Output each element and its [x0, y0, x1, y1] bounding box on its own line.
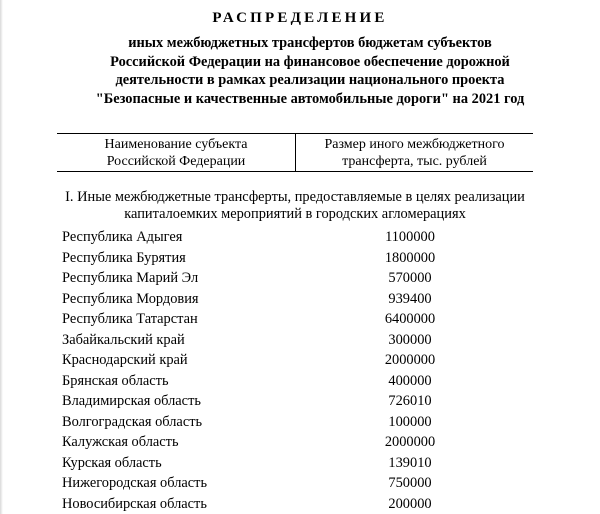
transfer-amount: 939400: [388, 290, 432, 307]
subject-name: Республика Мордовия: [62, 290, 199, 307]
subject-name: Республика Адыгея: [62, 229, 183, 245]
transfer-amount: 139010: [388, 454, 432, 471]
transfer-amount: 2000000: [384, 434, 436, 450]
table-row: [0, 268, 600, 289]
subject-name: Республика Марий Эл: [62, 270, 199, 286]
section-heading-line: капиталоемких мероприятий в городских агломерациях: [124, 206, 466, 222]
table-row: [0, 350, 600, 371]
transfer-amount: 750000: [388, 475, 432, 491]
column-header-line: Наименование субъекта: [104, 137, 248, 152]
section-heading: [57, 189, 533, 223]
table-row: [0, 494, 600, 514]
transfer-amount: 300000: [388, 331, 432, 348]
subtitle-line: "Безопасные и качественные автомобильные дороги" на 2021 год: [95, 90, 525, 107]
subtitle-line: Российской Федерации на финансовое обеспечение дорожной: [110, 53, 510, 70]
transfer-amount: 400000: [388, 372, 432, 389]
document-title: РАСПРЕДЕЛЕНИЕ: [212, 10, 388, 26]
transfer-amount: 1100000: [385, 229, 435, 245]
table-row: [0, 330, 600, 351]
column-header-transfer-size: [296, 137, 533, 170]
transfer-amount: 200000: [388, 495, 432, 512]
table-row: [0, 412, 600, 433]
table-row: [0, 391, 600, 412]
subject-name: Нижегородская область: [62, 475, 208, 491]
column-header-line: трансферта, тыс. рублей: [342, 153, 487, 169]
section-heading-line: I. Иные межбюджетные трансферты, предоставляемые в целях реализации: [65, 189, 525, 205]
subject-name: Владимирская область: [62, 393, 201, 409]
table-row: [0, 289, 600, 310]
transfer-amount: 726010: [388, 393, 432, 409]
subject-name: Республика Татарстан: [62, 311, 198, 327]
table-row: [0, 453, 600, 474]
transfer-amount: 100000: [388, 413, 432, 430]
subject-name: Волгоградская область: [62, 413, 203, 430]
table-row: [0, 432, 600, 453]
column-header-line: Размер иного межбюджетного: [324, 137, 505, 152]
subtitle-line: деятельности в рамках реализации национального проекта: [115, 72, 505, 88]
subtitle-line: иных межбюджетных трансфертов бюджетам субъектов: [128, 35, 492, 51]
distribution-table-body: [0, 227, 600, 514]
subject-name: Курская область: [62, 454, 162, 471]
column-header-subject-name: [57, 137, 295, 170]
transfer-amount: 570000: [388, 270, 432, 286]
transfer-amount: 1800000: [384, 249, 436, 266]
table-row: [0, 248, 600, 269]
transfer-amount: 2000000: [384, 352, 436, 368]
table-row: [0, 227, 600, 248]
subject-name: Калужская область: [62, 434, 179, 450]
transfer-amount: 6400000: [384, 311, 436, 327]
subject-name: Забайкальский край: [62, 331, 185, 348]
table-row: [0, 473, 600, 494]
table-row: [0, 371, 600, 392]
subject-name: Брянская область: [62, 372, 169, 389]
subject-name: Краснодарский край: [62, 352, 188, 368]
subject-name: Новосибирская область: [62, 495, 207, 512]
document-subtitle: [40, 34, 580, 108]
table-row: [0, 309, 600, 330]
subject-name: Республика Бурятия: [62, 249, 186, 266]
column-header-line: Российской Федерации: [106, 153, 246, 169]
